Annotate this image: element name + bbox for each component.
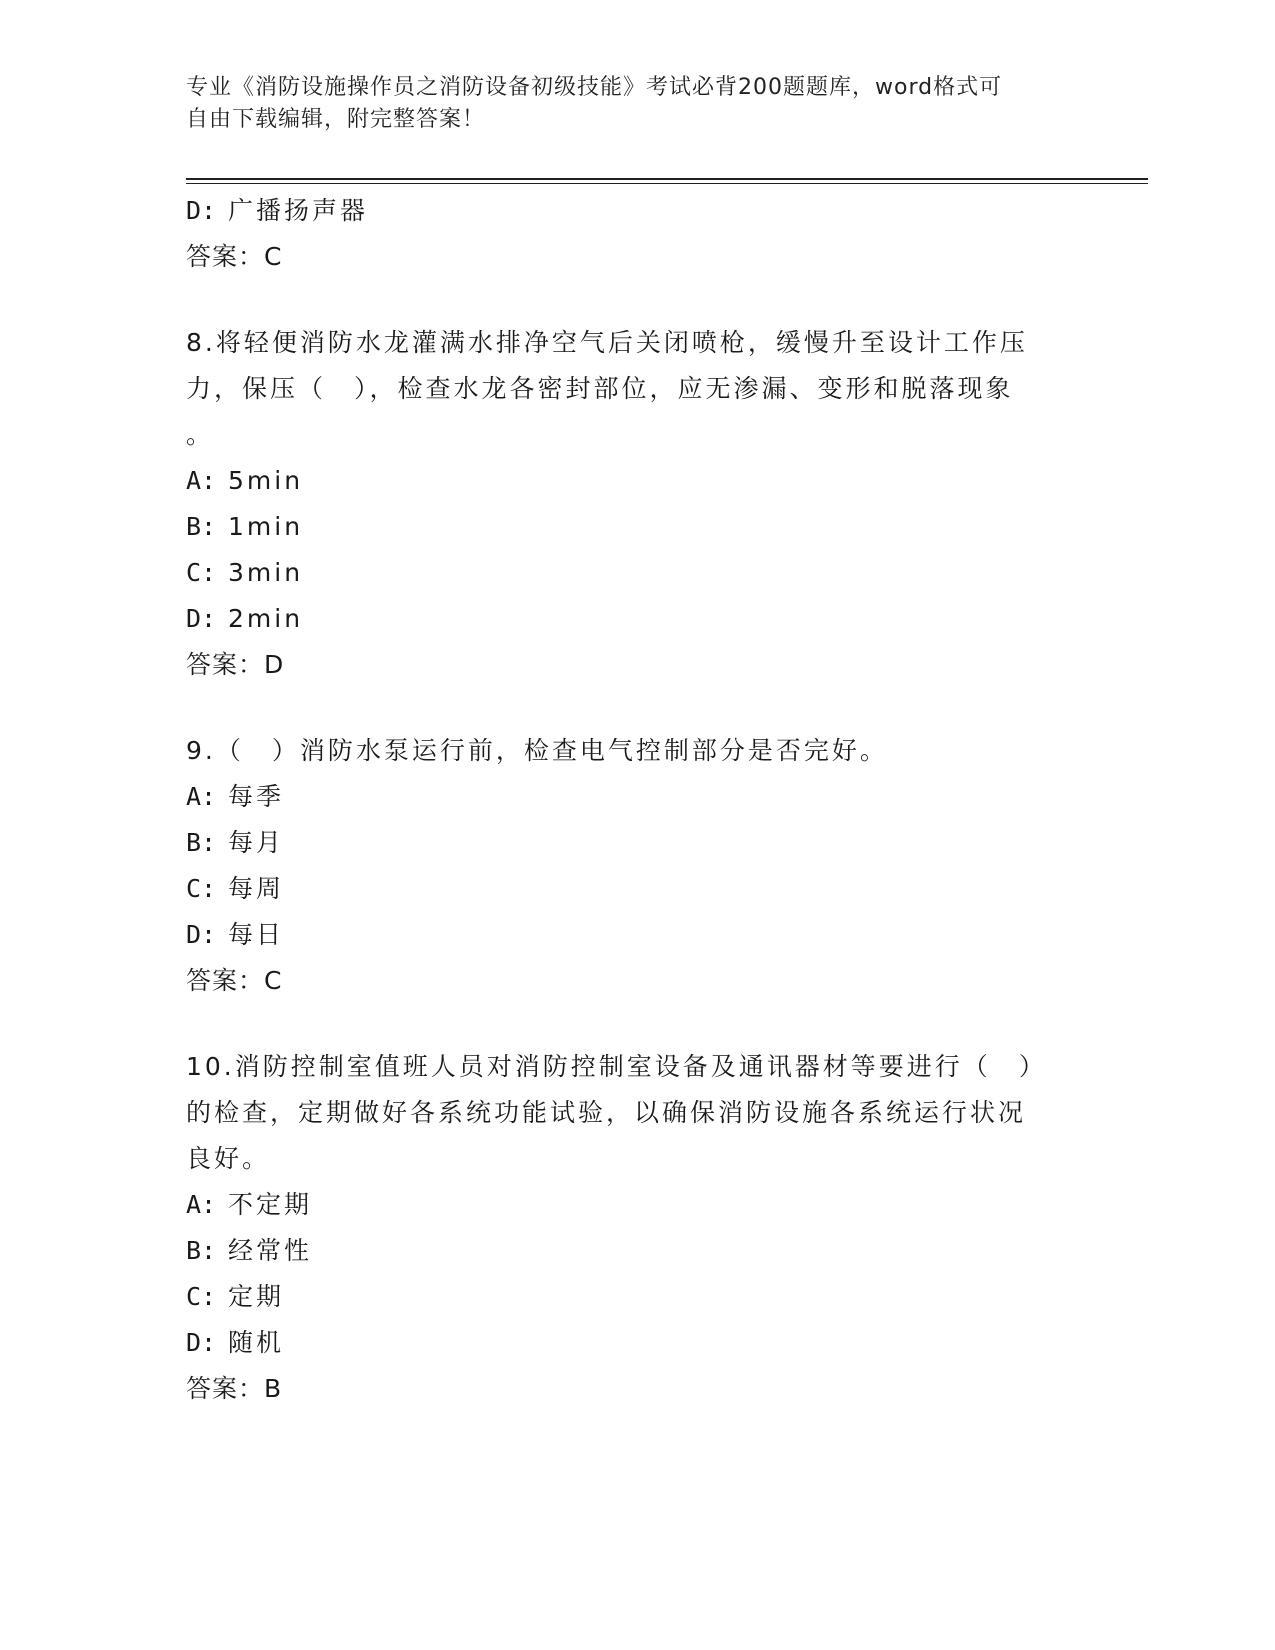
q8-answer: 答案：D [186, 650, 285, 679]
header-divider-thin [186, 183, 1148, 184]
option-text: 经常性 [228, 1236, 313, 1265]
q10-stem-line-1: 10.消防控制室值班人员对消防控制室设备及通讯器材等要进行（ ） [186, 1052, 1047, 1081]
option-letter: C: [186, 874, 217, 903]
q9-stem-line-1: 9.（ ）消防水泵运行前，检查电气控制部分是否完好。 [186, 736, 888, 765]
option-text: 5min [228, 466, 304, 495]
q9-option-c [186, 866, 1066, 912]
q10-answer: 答案：B [186, 1374, 283, 1403]
spacer [186, 280, 1066, 320]
header-line-2: 自由下载编辑，附完整答案！ [186, 107, 486, 132]
option-letter: B: [186, 1236, 217, 1265]
option-text: 3min [228, 558, 304, 587]
option-letter: A: [186, 782, 217, 811]
header-line-1: 专业《消防设施操作员之消防设备初级技能》考试必背200题题库，word格式可 [186, 75, 1003, 100]
option-text: 1min [228, 512, 304, 541]
prev-option-d [186, 188, 1066, 234]
spacer [186, 688, 1066, 728]
option-letter: D: [186, 920, 217, 949]
option-text: 不定期 [228, 1190, 313, 1219]
option-text: 广播扬声器 [228, 196, 369, 225]
q9-option-a [186, 774, 1066, 820]
option-text: 每周 [228, 874, 285, 903]
option-text: 定期 [228, 1282, 285, 1311]
q9-answer: 答案：C [186, 966, 283, 995]
option-text: 2min [228, 604, 304, 633]
q10-option-b [186, 1228, 1066, 1274]
q10-option-d [186, 1320, 1066, 1366]
option-letter: D: [186, 604, 217, 633]
option-text: 每日 [228, 920, 285, 949]
option-text: 每季 [228, 782, 285, 811]
option-letter: B: [186, 828, 217, 857]
option-letter: C: [186, 1282, 217, 1311]
q10-stem-line-3: 良好。 [186, 1144, 271, 1173]
option-letter: D: [186, 1328, 217, 1357]
q8-option-a [186, 458, 1066, 504]
option-text: 每月 [228, 828, 285, 857]
q10-option-a [186, 1182, 1066, 1228]
option-letter: B: [186, 512, 217, 541]
spacer [186, 1004, 1066, 1044]
q8-option-b [186, 504, 1066, 550]
q8-stem-line-2: 力，保压（ ），检查水龙各密封部位，应无渗漏、变形和脱落现象 [186, 374, 1014, 403]
q10-option-c [186, 1274, 1066, 1320]
option-letter: A: [186, 466, 217, 495]
question-content [186, 188, 1066, 1412]
q9-option-d [186, 912, 1066, 958]
q9-option-b [186, 820, 1066, 866]
option-letter: A: [186, 1190, 217, 1219]
document-header [186, 72, 1066, 136]
q8-option-d [186, 596, 1066, 642]
option-letter: C: [186, 558, 217, 587]
q8-stem-line-1: 8.将轻便消防水龙灌满水排净空气后关闭喷枪，缓慢升至设计工作压 [186, 328, 1028, 357]
header-divider-thick [186, 178, 1148, 180]
q8-option-c [186, 550, 1066, 596]
option-text: 随机 [228, 1328, 285, 1357]
prev-answer: 答案：C [186, 242, 283, 271]
option-letter: D: [186, 196, 217, 225]
q8-stem-line-3: 。 [186, 420, 215, 449]
q10-stem-line-2: 的检查，定期做好各系统功能试验，以确保消防设施各系统运行状况 [186, 1098, 1027, 1127]
